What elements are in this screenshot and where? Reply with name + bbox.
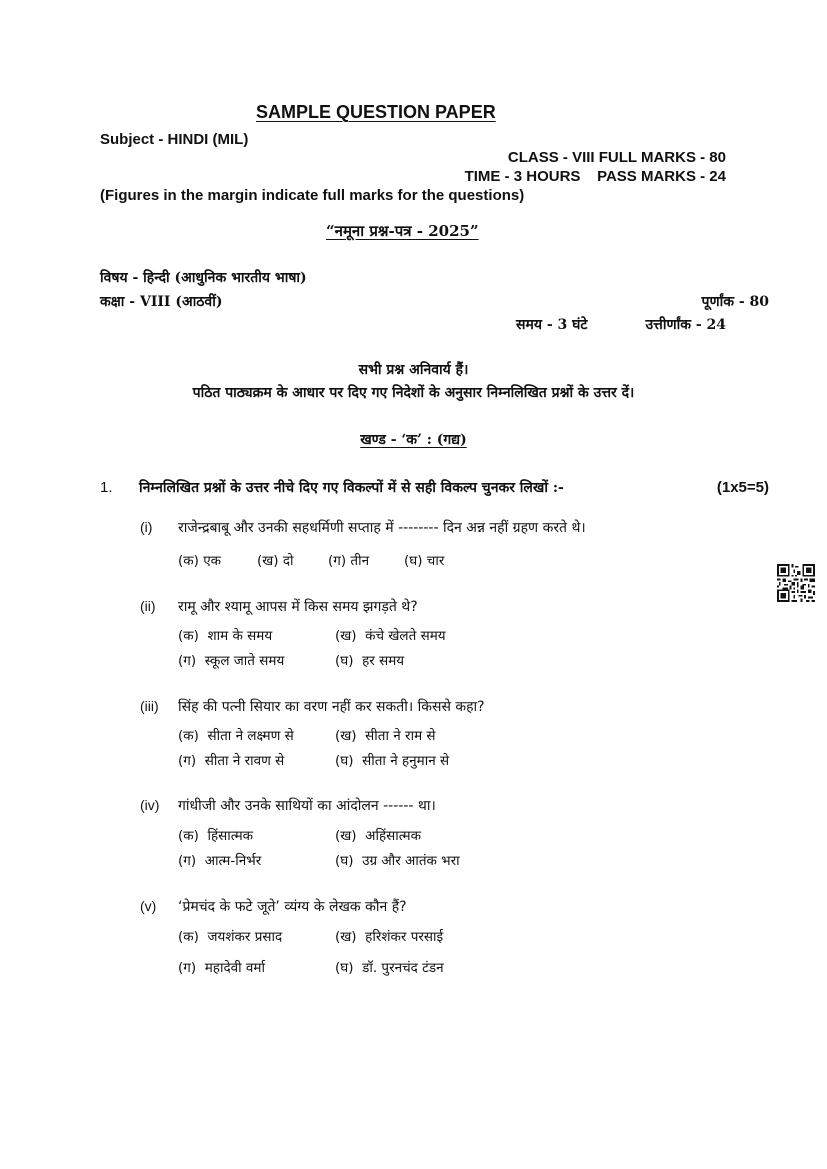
instruction-answer: पठित पाठ्यक्रम के आधार पर दिए गए निदेशों के अनुसार निम्नलिखित प्रश्नों के उत्तर दें। xyxy=(192,385,635,401)
option-kha: (ख) हरिशंकर परसाई xyxy=(335,929,444,945)
subquestion-text: सिंह की पत्नी सियार का वरण नहीं कर सकती। किससे कहा? xyxy=(178,699,485,715)
hindi-time: समय - 3 घंटे xyxy=(516,317,588,333)
hindi-pass-marks: उत्तीर्णांक - 24 xyxy=(645,317,726,333)
option-gha: (घ) चार xyxy=(404,553,445,569)
option-ga: (ग) महादेवी वर्मा xyxy=(178,960,265,976)
option-kha: (ख) कंचे खेलते समय xyxy=(335,628,446,644)
subquestion-text: ‘प्रेमचंद के फटे जूते’ व्यंग्य के लेखक कौन हैं? xyxy=(178,899,407,915)
subject-line: Subject - HINDI (MIL) xyxy=(100,131,249,148)
hindi-class-line: कक्षा - VIII (आठवीं) xyxy=(100,294,223,310)
option-gha: (घ) सीता ने हनुमान से xyxy=(335,753,450,769)
option-ga: (ग) स्कूल जाते समय xyxy=(178,653,285,669)
question-text: निम्नलिखित प्रश्नों के उत्तर नीचे दिए गए विकल्पों में से सही विकल्प चुनकर लिखों :- xyxy=(139,480,564,496)
class-marks-line: CLASS - VIII FULL MARKS - 80 xyxy=(507,149,726,166)
subquestion-text: राजेन्द्रबाबू और उनकी सहधर्मिणी सप्ताह में -------- दिन अन्न नहीं ग्रहण करते थे। xyxy=(178,520,586,536)
figures-note: (Figures in the margin indicate full marks for the questions) xyxy=(100,187,525,204)
qr-code-icon xyxy=(777,564,815,602)
section-title: खण्ड - ‘क’ : (गद्य) xyxy=(360,432,467,448)
option-gha: (घ) हर समय xyxy=(335,653,405,669)
subquestion-number: (iv) xyxy=(140,797,160,813)
hindi-subject-line: विषय - हिन्दी (आधुनिक भारतीय भाषा) xyxy=(100,270,307,286)
subquestion-number: (i) xyxy=(140,519,153,535)
hindi-full-marks: पूर्णांक - 80 xyxy=(701,294,769,310)
subquestion-number: (iii) xyxy=(140,698,159,714)
instruction-compulsory: सभी प्रश्न अनिवार्य हैं। xyxy=(358,362,469,378)
option-ga: (ग) आत्म-निर्भर xyxy=(178,853,262,869)
subquestion-text: गांधीजी और उनके साथियों का आंदोलन ------ था। xyxy=(178,798,436,814)
option-kha: (ख) दो xyxy=(257,553,294,569)
option-gha: (घ) डॉ. पुरनचंद टंडन xyxy=(335,960,444,976)
question-number: 1. xyxy=(100,479,113,496)
subquestion-text: रामू और श्यामू आपस में किस समय झगड़ते थे? xyxy=(178,599,418,615)
paper-title: SAMPLE QUESTION PAPER xyxy=(256,102,496,122)
option-ka: (क) सीता ने लक्ष्मण से xyxy=(178,728,294,744)
option-ka: (क) हिंसात्मक xyxy=(178,828,254,844)
option-ka: (क) एक xyxy=(178,553,222,569)
time-pass-line: TIME - 3 HOURS PASS MARKS - 24 xyxy=(464,168,726,185)
option-ka: (क) जयशंकर प्रसाद xyxy=(178,929,283,945)
subquestion-number: (v) xyxy=(140,898,157,914)
option-ka: (क) शाम के समय xyxy=(178,628,273,644)
hindi-paper-title: “नमूना प्रश्न-पत्र - 2025” xyxy=(326,222,479,240)
option-ga: (ग) सीता ने रावण से xyxy=(178,753,285,769)
option-gha: (घ) उग्र और आतंक भरा xyxy=(335,853,460,869)
option-ga: (ग) तीन xyxy=(328,553,370,569)
option-kha: (ख) अहिंसात्मक xyxy=(335,828,421,844)
subquestion-number: (ii) xyxy=(140,598,156,614)
question-marks: (1x5=5) xyxy=(716,479,769,496)
option-kha: (ख) सीता ने राम से xyxy=(335,728,436,744)
